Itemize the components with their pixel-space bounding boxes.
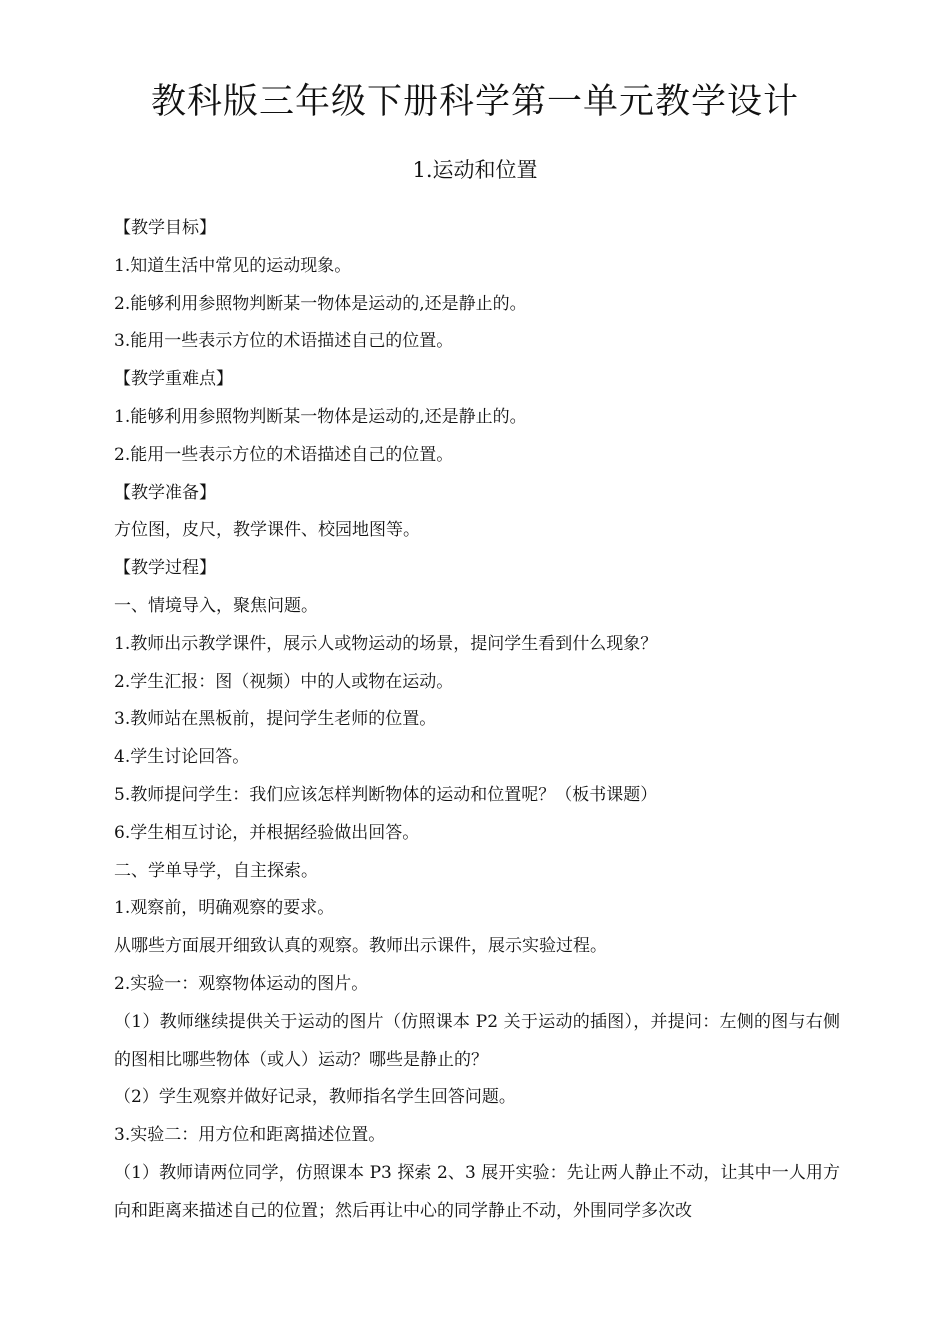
process-step: 4.学生讨论回答。 <box>114 747 250 768</box>
objective-3: 3.能用一些表示方位的术语描述自己的位置。 <box>114 331 454 352</box>
process-text: 从哪些方面展开细致认真的观察。教师出示课件，展示实验过程。 <box>114 936 607 957</box>
section-heading-key-points: 【教学重难点】 <box>114 369 233 390</box>
process-step: 1.观察前，明确观察的要求。 <box>114 898 335 919</box>
document-body <box>114 210 840 1231</box>
objective-2: 2.能够利用参照物判断某一物体是运动的,还是静止的。 <box>114 293 527 314</box>
process-step: 2.学生汇报：图（视频）中的人或物在运动。 <box>114 671 454 692</box>
document-subtitle: 1.运动和位置 <box>412 158 538 182</box>
key-point-2: 2.能用一些表示方位的术语描述自己的位置。 <box>114 444 454 465</box>
process-step: 5.教师提问学生：我们应该怎样判断物体的运动和位置呢？（板书课题） <box>114 784 658 805</box>
section-heading-process: 【教学过程】 <box>114 558 216 579</box>
experiment-1-step-2: （2）学生观察并做好记录，教师指名学生回答问题。 <box>114 1087 516 1108</box>
section-heading-objectives: 【教学目标】 <box>114 218 216 238</box>
document-title: 教科版三年级下册科学第一单元教学设计 <box>150 82 799 122</box>
process-step: 1.教师出示教学课件，展示人或物运动的场景，提问学生看到什么现象？ <box>114 633 658 654</box>
process-part-2-heading: 二、学单导学，自主探索。 <box>114 860 318 881</box>
process-step: 6.学生相互讨论，并根据经验做出回答。 <box>114 822 420 843</box>
section-heading-preparation: 【教学准备】 <box>114 482 216 503</box>
process-step: 3.教师站在黑板前，提问学生老师的位置。 <box>114 709 437 730</box>
process-part-1-heading: 一、情境导入，聚焦问题。 <box>114 595 318 616</box>
experiment-2-step-1: （1）教师请两位同学，仿照课本 P3 探索 2、3 展开实验：先让两人静止不动，让其中一人用方向和距离来描述自己的位置；然后再让中心的同学静止不动，外围同学多次改 <box>114 1162 840 1221</box>
experiment-1-step-1: （1）教师继续提供关于运动的图片（仿照课本 P2 关于运动的插图），并提问：左侧的图与右侧的图相比哪些物体（或人）运动？哪些是静止的？ <box>114 1011 840 1070</box>
experiment-2-heading: 3.实验二：用方位和距离描述位置。 <box>114 1125 386 1146</box>
objective-1: 1.知道生活中常见的运动现象。 <box>114 255 352 276</box>
preparation-text: 方位图，皮尺，教学课件、校园地图等。 <box>114 520 420 541</box>
key-point-1: 1.能够利用参照物判断某一物体是运动的,还是静止的。 <box>114 406 527 427</box>
experiment-1-heading: 2.实验一：观察物体运动的图片。 <box>114 973 369 994</box>
